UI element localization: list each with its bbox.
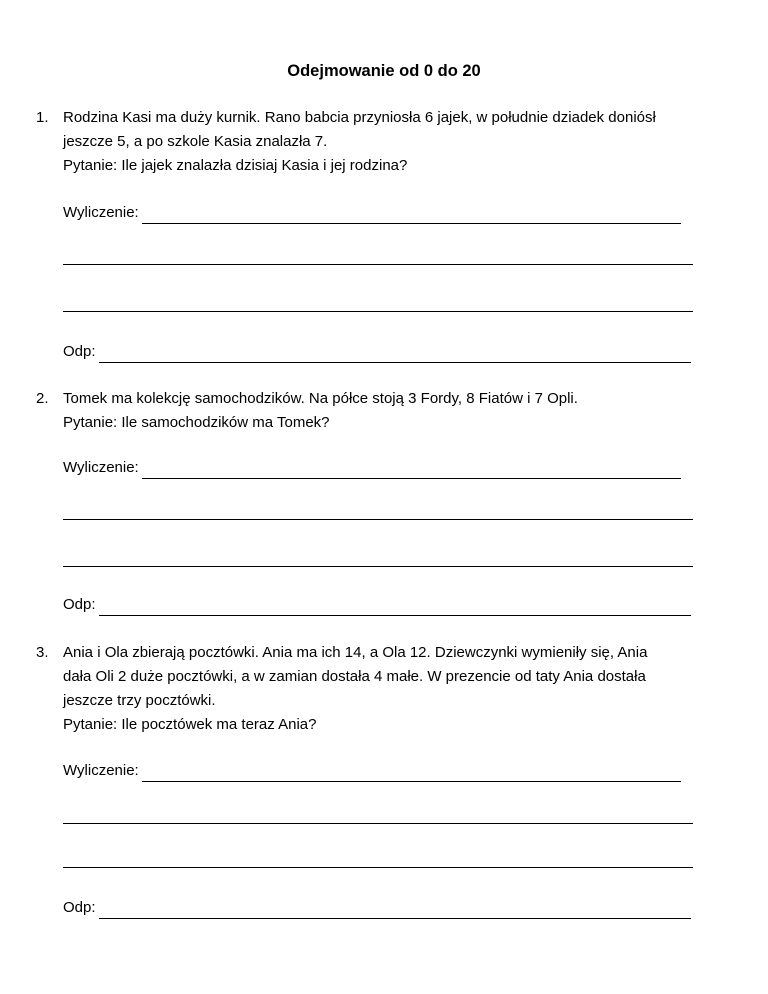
problem-line: Tomek ma kolekcję samochodzików. Na półce stoją 3 Fordy, 8 Fiatów i 7 Opli. — [63, 390, 578, 407]
answer-blank[interactable] — [99, 343, 691, 363]
calculation-line — [63, 202, 681, 224]
answer-label: Odp: — [63, 596, 96, 613]
calculation-line — [63, 760, 681, 782]
problem-2 — [36, 387, 736, 615]
calculation-blank[interactable] — [142, 459, 681, 479]
calculation-label: Wyliczenie: — [63, 762, 139, 779]
problem-line: Ania i Ola zbierają pocztówki. Ania ma ich 14, a Ola 12. Dziewczynki wymieniły się, Ania — [63, 644, 648, 661]
working-blank-line[interactable] — [63, 310, 693, 312]
problem-line: jeszcze trzy pocztówki. — [63, 692, 216, 709]
calculation-label: Wyliczenie: — [63, 204, 139, 221]
answer-blank[interactable] — [99, 899, 691, 919]
problem-number: 3. — [36, 644, 49, 661]
calculation-line — [63, 457, 681, 479]
working-blank-line[interactable] — [63, 263, 693, 265]
working-blank-line[interactable] — [63, 518, 693, 520]
problem-line: dała Oli 2 duże pocztówki, a w zamian dostała 4 małe. W prezencie od taty Ania dostała — [63, 668, 646, 685]
problem-1 — [36, 106, 736, 368]
problem-line: Pytanie: Ile samochodzików ma Tomek? — [63, 414, 330, 431]
answer-line — [63, 341, 691, 363]
calculation-blank[interactable] — [142, 762, 681, 782]
page-title: Odejmowanie od 0 do 20 — [287, 62, 481, 80]
problem-text — [63, 106, 743, 178]
calculation-label: Wyliczenie: — [63, 459, 139, 476]
answer-blank[interactable] — [99, 596, 691, 616]
answer-line — [63, 594, 691, 616]
working-blank-line[interactable] — [63, 822, 693, 824]
problem-text — [63, 387, 743, 435]
problem-number: 2. — [36, 390, 49, 407]
calculation-blank[interactable] — [142, 204, 681, 224]
problem-line: Pytanie: Ile pocztówek ma teraz Ania? — [63, 716, 317, 733]
problem-number: 1. — [36, 109, 49, 126]
problem-line: jeszcze 5, a po szkole Kasia znalazła 7. — [63, 133, 328, 150]
answer-label: Odp: — [63, 343, 96, 360]
problem-line: Rodzina Kasi ma duży kurnik. Rano babcia przyniosła 6 jajek, w południe dziadek doniósł — [63, 109, 656, 126]
answer-label: Odp: — [63, 899, 96, 916]
answer-line — [63, 897, 691, 919]
problem-line: Pytanie: Ile jajek znalazła dzisiaj Kasia i jej rodzina? — [63, 157, 408, 174]
working-blank-line[interactable] — [63, 866, 693, 868]
problem-3 — [36, 641, 736, 921]
working-blank-line[interactable] — [63, 565, 693, 567]
problem-text — [63, 641, 743, 737]
